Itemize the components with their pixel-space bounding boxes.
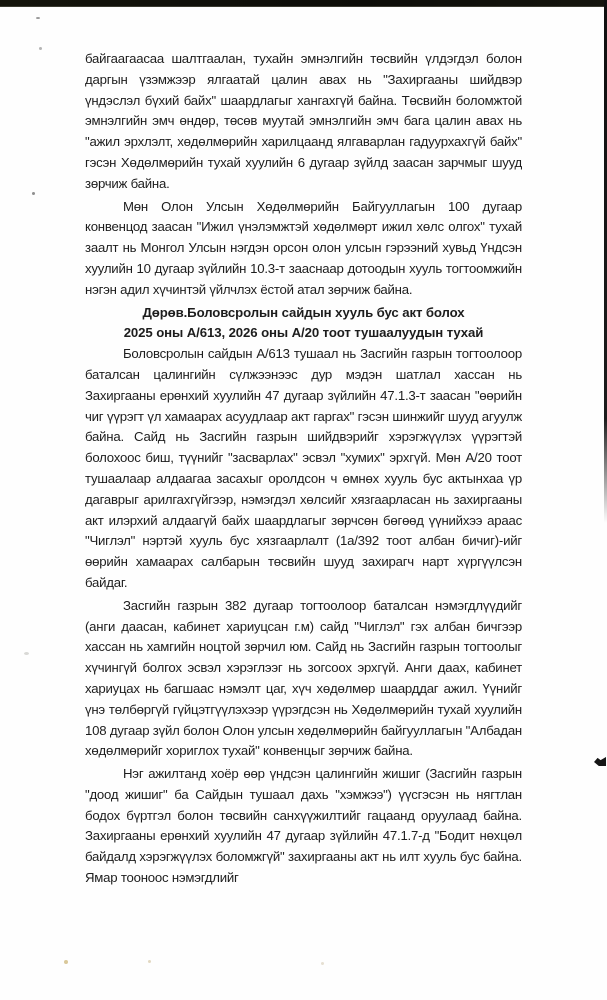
scan-speck — [64, 960, 68, 964]
scan-speck — [36, 17, 40, 19]
scan-speck — [32, 192, 35, 195]
scan-speck — [148, 960, 151, 963]
scan-top-edge-bar — [0, 0, 607, 7]
paragraph-5-two-salary-bases: Нэг ажилтанд хоёр өөр үндсэн цалингийн жишиг (Засгийн газрын "доод жишиг" ба Сайдын тушаал дахь "хэмжээ") үүсгэсэн нь нягтлан бодох бүртгэл болон төсвийн санхүүжилтийг гацаанд оруулаад байна. Захиргааны ерөнхий хуулийн 47 дугаар зүйлийн 47.1.7-д "Бодит нөхцөл байдалд хэрэгжүүлэх боломжгүй" захиргааны акт нь илт хууль бус байна. Ямар тооноос нэмэгдлийг — [85, 766, 522, 886]
paragraph-3-minister-order-a613: Боловсролын сайдын А/613 тушаал нь Засгийн газрын тогтоолоор баталсан цалингийн сүлжээнээс дур мэдэн шатлал хассан нь Захиргааны ерөнхий хуулийн 47 дугаар зүйлийн 47.1.3-т заасан "өөрийн чиг үүрэгт үл хамаарах асуудлаар акт гаргах" гэсэн шинжийг шууд агуулж байна. Сайд нь Засгийн газрын шийдвэрийг хэрэгжүүлэх үүрэгтэй болохоос биш, түүнийг "засварлах" эсвэл "хумих" эрхгүй. Мөн А/20 тоот тушаалаар алдаагаа засахыг оролдсон ч өмнөх хууль бус актынхаа үр дагаврыг арилгахгүйгээр, нэмэгдэл хөлсийг хязгаарласан нь захиргааны акт илэрхий алдаагүй байх шаардлагыг зөрчсөн бөгөөд үүнийхээ араас "Чиглэл" нэртэй хууль бус хязгаарлалт (1а/392 тоот албан бичиг)-ийг өөрийн хамаарах салбарын төсвийн шууд захирагч нарт хүргүүлсэн байдаг. — [85, 346, 522, 590]
document-page — [85, 49, 522, 889]
scan-arrow-mark — [594, 757, 606, 766]
section-heading — [85, 303, 522, 345]
scan-speck — [39, 47, 42, 50]
paragraph-2-ilo-convention: Мөн Олон Улсын Хөдөлмөрийн Байгууллагын 100 дугаар конвенцод заасан "Ижил үнэлэмжтэй хөдөлмөрт ижил хөлс олгох" тухай заалт нь Монгол Улсын нэгдэн орсон олон улсын гэрээний хувьд Үндсэн хуулийн 10 дугаар зүйлийн 10.3-т зааснаар дотоодын хууль тогтоомжийн нэгэн адил хүчинтэй үйлчлэх ёстой атал зөрчиж байна. — [85, 198, 522, 297]
section-heading-line-1: Дөрөв.Боловсролын сайдын хууль бус акт болох — [142, 304, 465, 320]
paragraph-4-resolution-382: Засгийн газрын 382 дугаар тогтоолоор баталсан нэмэгдлүүдийг (анги даасан, кабинет хариуцсан г.м) сайд "Чиглэл" гэх албан бичгээр хассан нь хамгийн ноцтой зөрчил юм. Сайд нь Засгийн газрын тогтоолыг хүчингүй болгох эсвэл хэрэглээг нь зогсоох эрхгүй. Анги даах, кабинет хариуцах нь багшаас нэмэлт цаг, хүч хөдөлмөр шаарддаг ажил. Үүнийг үнэ төлбөргүй гүйцэтгүүлэхээр үүрэгдсэн нь Хөдөлмөрийн тухай хуулийн 108 дугаар зүйл болон Олон улсын хөдөлмөрийн байгууллагын "Албадан хөдөлмөрийг хориглох тухай" конвенцыг зөрчиж байна. — [85, 597, 522, 759]
paragraph-1-continued: байгаагаасаа шалтгаалан, тухайн эмнэлгийн төсвийн үлдэгдэл болон даргын үзэмжээр ялгаатай цалин авах нь "Захиргааны шийдвэр үндэслэл бүхий байх" шаардлагыг хангахгүй байна. Төсвийн боломжтой эмнэлгийн эмч өндөр, төсөв муутай эмнэлгийн эмч бага цалин авах нь "ажил эрхлэлт, хөдөлмөрийн харилцаанд ялгаварлан гадуурхахгүй байх" гэсэн Хөдөлмөрийн тухай хуулийн 6 дугаар зүйлд заасан зарчмыг шууд зөрчиж байна. — [85, 51, 522, 191]
section-heading-line-2: 2025 оны А/613, 2026 оны А/20 тоот тушаалуудын тухай — [123, 325, 484, 341]
scan-speck — [24, 652, 29, 655]
scan-speck — [321, 962, 324, 965]
